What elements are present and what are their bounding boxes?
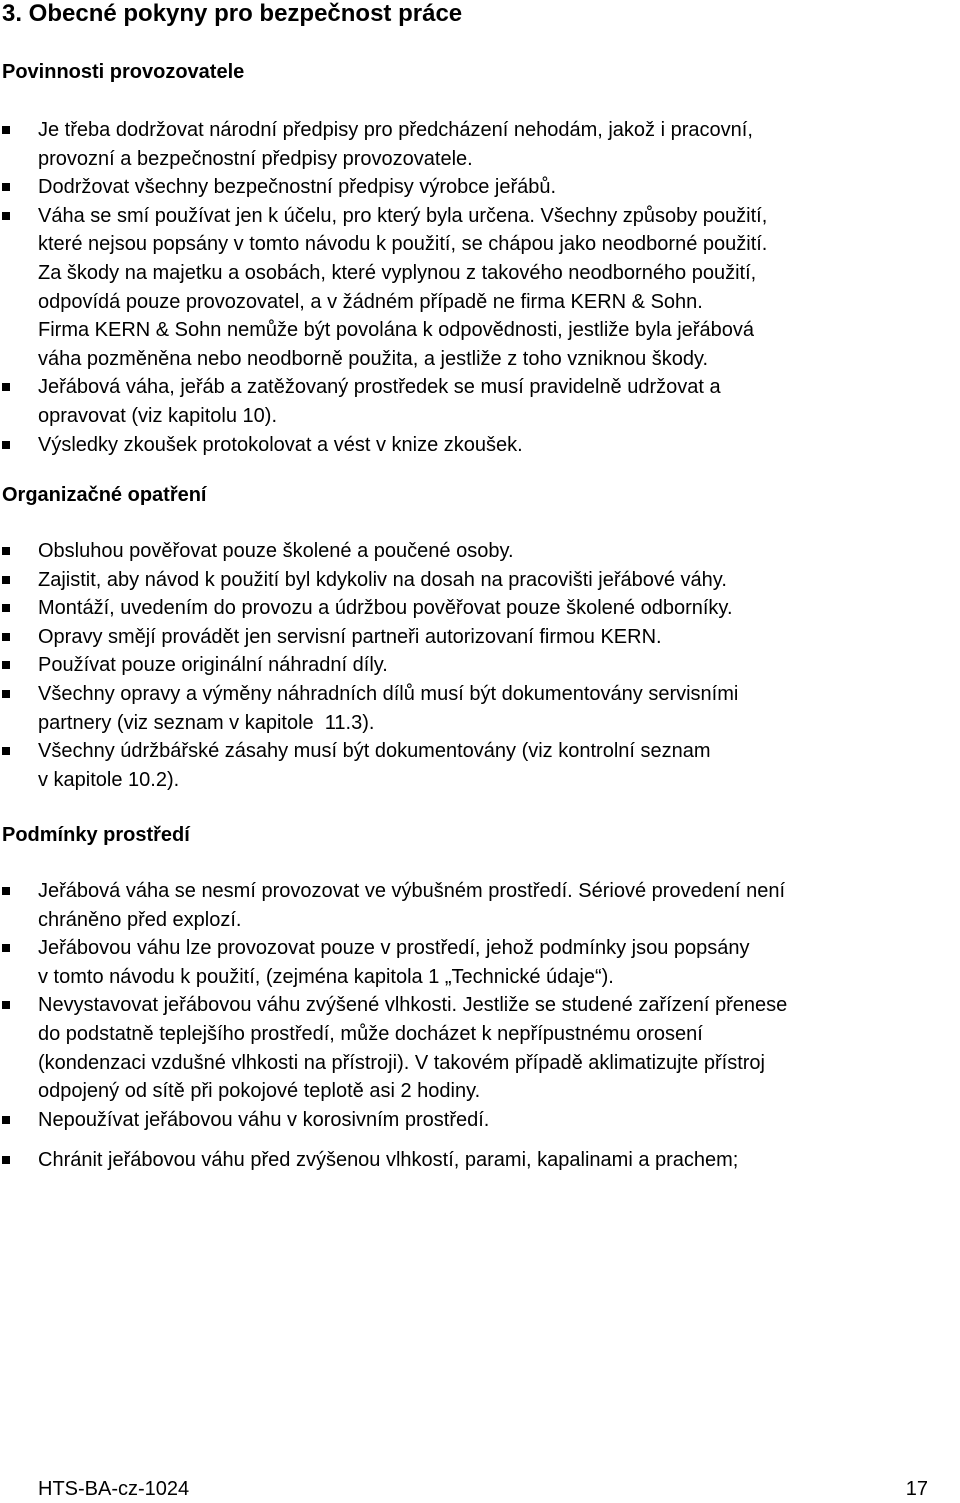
environment-conditions-list	[0, 877, 960, 1175]
list-item: Jeřábovou váhu lze provozovat pouze v prostředí, jehož podmínky jsou popsány v tomto návodu k použití, (zejména kapitola 1 „Technické údaje“).	[0, 934, 960, 991]
chapter-title: 3. Obecné pokyny pro bezpečnost práce	[2, 0, 463, 27]
list-item: Všechny údržbářské zásahy musí být dokumentovány (viz kontrolní seznam v kapitole 10.2).	[0, 737, 960, 794]
list-item: Používat pouze originální náhradní díly.	[0, 651, 960, 680]
bullet-square-icon	[2, 633, 10, 641]
list-item: Dodržovat všechny bezpečnostní předpisy výrobce jeřábů.	[0, 173, 960, 202]
bullet-square-icon	[2, 1001, 10, 1009]
list-item: Je třeba dodržovat národní předpisy pro předcházení nehodám, jakož i pracovní, provozní a bezpečnostní předpisy provozovatele.	[0, 116, 960, 173]
list-item: Nevystavovat jeřábovou váhu zvýšené vlhkosti. Jestliže se studené zařízení přenese do podstatně teplejšího prostředí, může docházet k nepřípustnému orosení (kondenzaci vzdušné vlhkosti na přístroji). V takovém případě aklimatizujte přístroj odpojený od sítě při pokojové teplotě asi 2 hodiny.	[0, 991, 960, 1105]
list-item: Opravy smějí provádět jen servisní partneři autorizovaní firmou KERN.	[0, 623, 960, 652]
footer-page-number: 17	[905, 1478, 928, 1500]
list-item: Zajistit, aby návod k použití byl kdykoliv na dosah na pracovišti jeřábové váhy.	[0, 566, 960, 595]
list-item: Váha se smí používat jen k účelu, pro který byla určena. Všechny způsoby použití, které nejsou popsány v tomto návodu k použití, se chápou jako neodborné použití. Za škody na majetku a osobách, které vyplynou z takového neodborného použití, odpovídá pouze provozovatel, a v žádném případě ne firma KERN & Sohn. Firma KERN & Sohn nemůže být povolána k odpovědnosti, jestliže byla jeřábová váha pozměněna nebo neodborně použita, a jestliže z toho vzniknou škody.	[0, 202, 960, 374]
section-heading-environment-conditions: Podmínky prostředí	[2, 824, 190, 846]
bullet-square-icon	[2, 576, 10, 584]
bullet-square-icon	[2, 887, 10, 895]
bullet-square-icon	[2, 212, 10, 220]
bullet-square-icon	[2, 1156, 10, 1164]
bullet-square-icon	[2, 604, 10, 612]
list-item: Všechny opravy a výměny náhradních dílů musí být dokumentovány servisními partnery (viz seznam v kapitole 11.3).	[0, 680, 960, 737]
list-item: Jeřábová váha se nesmí provozovat ve výbušném prostředí. Sériové provedení není chráněno před explozí.	[0, 877, 960, 934]
bullet-square-icon	[2, 747, 10, 755]
bullet-square-icon	[2, 547, 10, 555]
footer-document-id: HTS-BA-cz-1024	[38, 1478, 190, 1500]
bullet-square-icon	[2, 944, 10, 952]
list-item: Chránit jeřábovou váhu před zvýšenou vlhkostí, parami, kapalinami a prachem;	[0, 1146, 960, 1175]
list-item: Nepoužívat jeřábovou váhu v korosivním prostředí.	[0, 1106, 960, 1135]
list-item: Obsluhou pověřovat pouze školené a poučené osoby.	[0, 537, 960, 566]
bullet-square-icon	[2, 183, 10, 191]
bullet-square-icon	[2, 661, 10, 669]
bullet-square-icon	[2, 383, 10, 391]
operator-duties-list	[0, 116, 960, 459]
organizational-measures-list	[0, 537, 960, 794]
section-heading-organizational-measures: Organizačné opatření	[2, 484, 207, 506]
list-item: Výsledky zkoušek protokolovat a vést v knize zkoušek.	[0, 431, 960, 460]
list-item: Jeřábová váha, jeřáb a zatěžovaný prostředek se musí pravidelně udržovat a opravovat (viz kapitolu 10).	[0, 373, 960, 430]
bullet-square-icon	[2, 690, 10, 698]
bullet-square-icon	[2, 126, 10, 134]
bullet-square-icon	[2, 1116, 10, 1124]
list-item: Montáží, uvedením do provozu a údržbou pověřovat pouze školené odborníky.	[0, 594, 960, 623]
bullet-square-icon	[2, 441, 10, 449]
section-heading-operator-duties: Povinnosti provozovatele	[2, 61, 245, 83]
